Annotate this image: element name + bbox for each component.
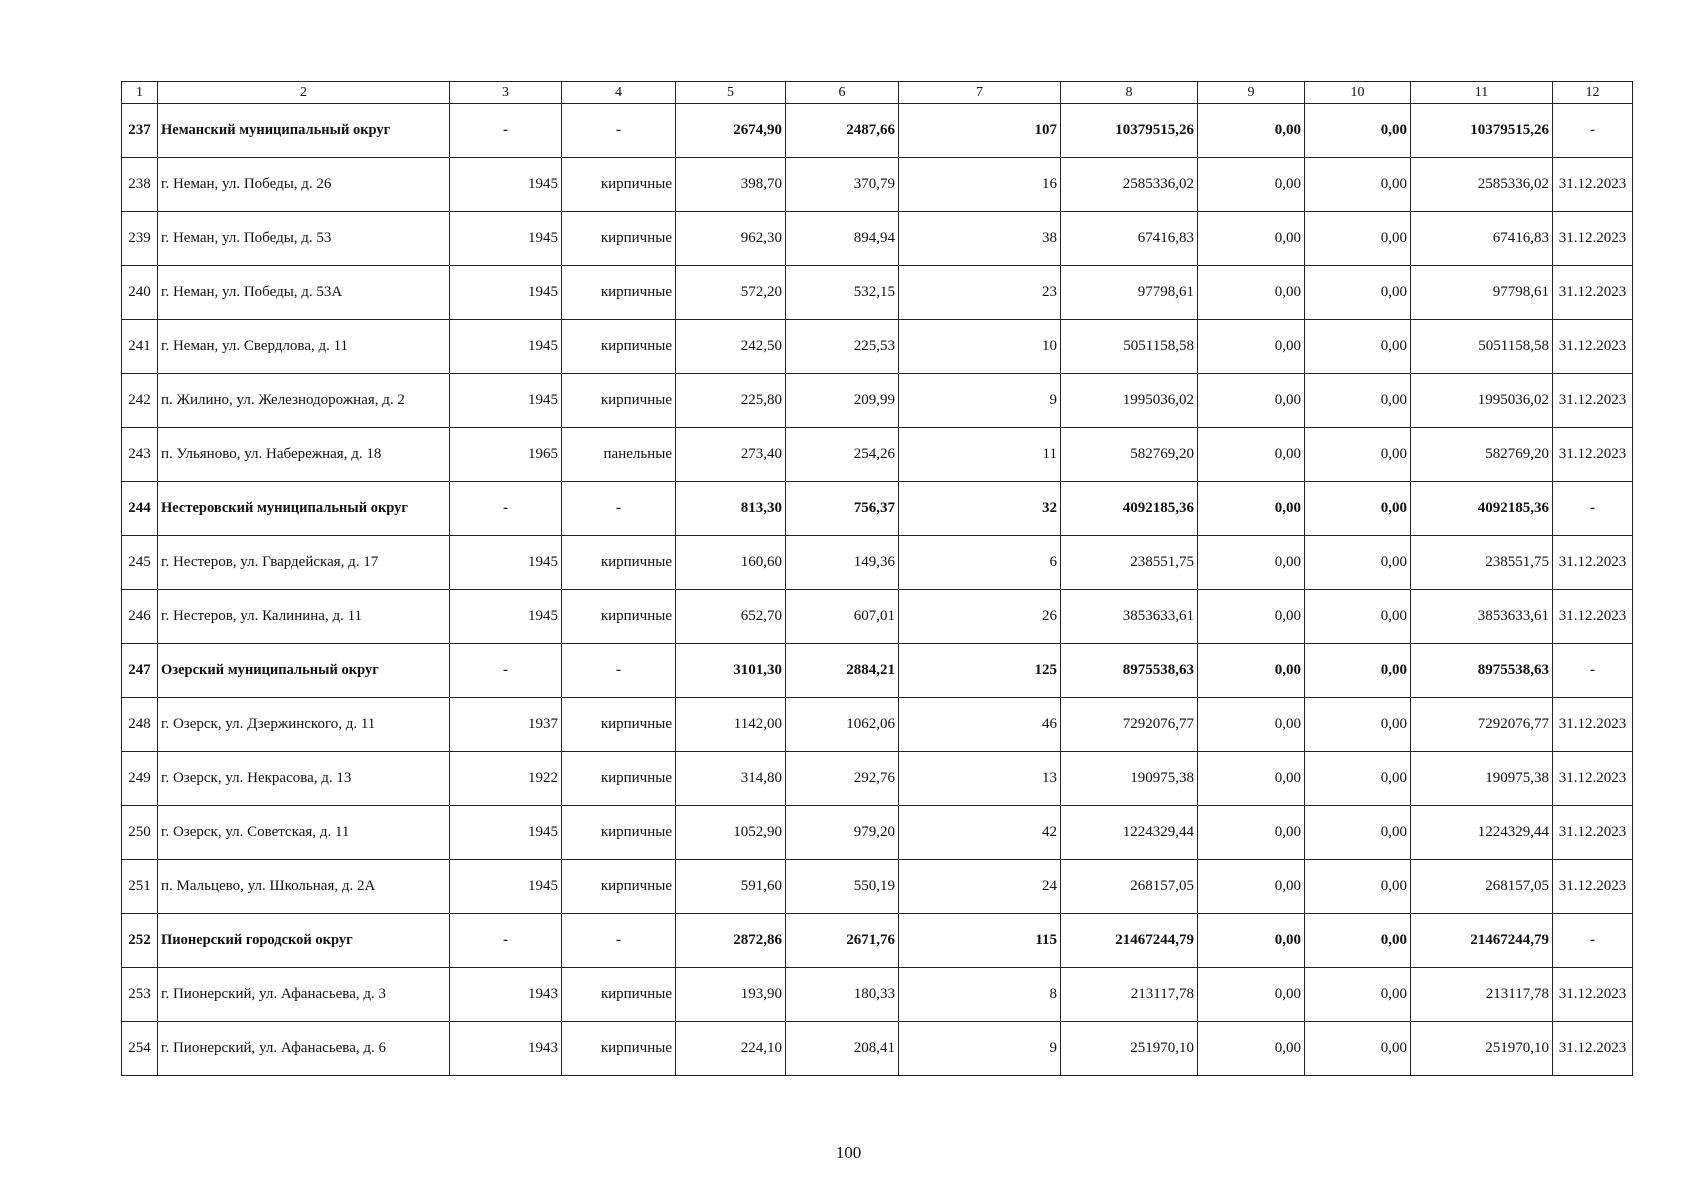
col-cost-local: 0,00 bbox=[1305, 266, 1411, 320]
col-cost-other: 67416,83 bbox=[1411, 212, 1553, 266]
col-cost-other: 97798,61 bbox=[1411, 266, 1553, 320]
col-cost-total: 2585336,02 bbox=[1061, 158, 1198, 212]
district-total-row bbox=[122, 104, 1633, 158]
col-address: Пионерский городской округ bbox=[158, 914, 450, 968]
col-cost-local: 0,00 bbox=[1305, 806, 1411, 860]
table-row bbox=[122, 428, 1633, 482]
col-area-living: 550,19 bbox=[786, 860, 899, 914]
col-number: 252 bbox=[122, 914, 158, 968]
col-area-total: 193,90 bbox=[676, 968, 786, 1022]
col-year: 1943 bbox=[450, 968, 562, 1022]
col-year: - bbox=[450, 482, 562, 536]
col-address: г. Нестеров, ул. Гвардейская, д. 17 bbox=[158, 536, 450, 590]
table-row bbox=[122, 752, 1633, 806]
col-residents: 115 bbox=[899, 914, 1061, 968]
col-cost-total: 5051158,58 bbox=[1061, 320, 1198, 374]
col-year: - bbox=[450, 914, 562, 968]
col-wall-material: - bbox=[562, 914, 676, 968]
col-area-total: 591,60 bbox=[676, 860, 786, 914]
col-cost-total: 251970,10 bbox=[1061, 1022, 1198, 1076]
col-deadline: 31.12.2023 bbox=[1553, 968, 1633, 1022]
col-residents: 11 bbox=[899, 428, 1061, 482]
col-year: - bbox=[450, 644, 562, 698]
col-residents: 26 bbox=[899, 590, 1061, 644]
col-wall-material: кирпичные bbox=[562, 212, 676, 266]
table-row bbox=[122, 590, 1633, 644]
col-address: г. Пионерский, ул. Афанасьева, д. 3 bbox=[158, 968, 450, 1022]
col-cost-fund: 0,00 bbox=[1198, 914, 1305, 968]
col-wall-material: кирпичные bbox=[562, 590, 676, 644]
col-residents: 13 bbox=[899, 752, 1061, 806]
col-wall-material: кирпичные bbox=[562, 536, 676, 590]
col-cost-total: 10379515,26 bbox=[1061, 104, 1198, 158]
col-area-total: 813,30 bbox=[676, 482, 786, 536]
col-area-living: 979,20 bbox=[786, 806, 899, 860]
col-area-living: 894,94 bbox=[786, 212, 899, 266]
col-year: 1922 bbox=[450, 752, 562, 806]
col-wall-material: кирпичные bbox=[562, 860, 676, 914]
col-year: 1945 bbox=[450, 536, 562, 590]
col-area-total: 314,80 bbox=[676, 752, 786, 806]
col-cost-other: 251970,10 bbox=[1411, 1022, 1553, 1076]
col-area-living: 756,37 bbox=[786, 482, 899, 536]
col-year: 1965 bbox=[450, 428, 562, 482]
col-number: 253 bbox=[122, 968, 158, 1022]
table-row bbox=[122, 374, 1633, 428]
col-cost-local: 0,00 bbox=[1305, 104, 1411, 158]
col-wall-material: кирпичные bbox=[562, 374, 676, 428]
col-cost-total: 3853633,61 bbox=[1061, 590, 1198, 644]
col-deadline: 31.12.2023 bbox=[1553, 374, 1633, 428]
col-residents: 107 bbox=[899, 104, 1061, 158]
col-address: г. Нестеров, ул. Калинина, д. 11 bbox=[158, 590, 450, 644]
col-number: 249 bbox=[122, 752, 158, 806]
col-cost-fund: 0,00 bbox=[1198, 860, 1305, 914]
col-cost-total: 190975,38 bbox=[1061, 752, 1198, 806]
col-area-living: 2671,76 bbox=[786, 914, 899, 968]
col-area-living: 2884,21 bbox=[786, 644, 899, 698]
col-cost-fund: 0,00 bbox=[1198, 104, 1305, 158]
col-address: Нестеровский муниципальный округ bbox=[158, 482, 450, 536]
col-cost-local: 0,00 bbox=[1305, 914, 1411, 968]
col-area-total: 273,40 bbox=[676, 428, 786, 482]
col-cost-other: 238551,75 bbox=[1411, 536, 1553, 590]
col-address: г. Неман, ул. Победы, д. 53 bbox=[158, 212, 450, 266]
col-cost-other: 582769,20 bbox=[1411, 428, 1553, 482]
col-deadline: 31.12.2023 bbox=[1553, 320, 1633, 374]
col-wall-material: кирпичные bbox=[562, 1022, 676, 1076]
col-cost-fund: 0,00 bbox=[1198, 158, 1305, 212]
col-cost-local: 0,00 bbox=[1305, 968, 1411, 1022]
col-year: 1945 bbox=[450, 590, 562, 644]
district-total-row bbox=[122, 644, 1633, 698]
table-row bbox=[122, 860, 1633, 914]
col-cost-local: 0,00 bbox=[1305, 482, 1411, 536]
col-area-total: 3101,30 bbox=[676, 644, 786, 698]
col-address: г. Озерск, ул. Некрасова, д. 13 bbox=[158, 752, 450, 806]
col-address: п. Ульяново, ул. Набережная, д. 18 bbox=[158, 428, 450, 482]
col-cost-local: 0,00 bbox=[1305, 752, 1411, 806]
col-year: 1945 bbox=[450, 266, 562, 320]
col-address: г. Неман, ул. Победы, д. 53А bbox=[158, 266, 450, 320]
col-residents: 32 bbox=[899, 482, 1061, 536]
col-cost-fund: 0,00 bbox=[1198, 590, 1305, 644]
col-cost-other: 5051158,58 bbox=[1411, 320, 1553, 374]
col-address: п. Жилино, ул. Железнодорожная, д. 2 bbox=[158, 374, 450, 428]
col-address: г. Озерск, ул. Советская, д. 11 bbox=[158, 806, 450, 860]
col-residents: 9 bbox=[899, 1022, 1061, 1076]
col-area-total: 2872,86 bbox=[676, 914, 786, 968]
col-area-living: 208,41 bbox=[786, 1022, 899, 1076]
col-deadline: 31.12.2023 bbox=[1553, 428, 1633, 482]
col-wall-material: кирпичные bbox=[562, 158, 676, 212]
col-residents: 42 bbox=[899, 806, 1061, 860]
col-cost-fund: 0,00 bbox=[1198, 536, 1305, 590]
col-cost-other: 268157,05 bbox=[1411, 860, 1553, 914]
col-residents: 10 bbox=[899, 320, 1061, 374]
col-number: 239 bbox=[122, 212, 158, 266]
col-area-total: 224,10 bbox=[676, 1022, 786, 1076]
table-header-row bbox=[122, 82, 1633, 104]
col-number: 251 bbox=[122, 860, 158, 914]
col-cost-total: 67416,83 bbox=[1061, 212, 1198, 266]
col-cost-fund: 0,00 bbox=[1198, 374, 1305, 428]
col-cost-total: 7292076,77 bbox=[1061, 698, 1198, 752]
col-year: - bbox=[450, 104, 562, 158]
col-area-living: 292,76 bbox=[786, 752, 899, 806]
col-cost-local: 0,00 bbox=[1305, 320, 1411, 374]
col-cost-fund: 0,00 bbox=[1198, 752, 1305, 806]
col-cost-local: 0,00 bbox=[1305, 212, 1411, 266]
col-number: 246 bbox=[122, 590, 158, 644]
col-area-total: 1052,90 bbox=[676, 806, 786, 860]
header-cell: 8 bbox=[1061, 82, 1198, 104]
header-cell: 11 bbox=[1411, 82, 1553, 104]
col-number: 238 bbox=[122, 158, 158, 212]
col-cost-local: 0,00 bbox=[1305, 158, 1411, 212]
col-cost-fund: 0,00 bbox=[1198, 1022, 1305, 1076]
col-wall-material: кирпичные bbox=[562, 320, 676, 374]
col-area-living: 532,15 bbox=[786, 266, 899, 320]
col-wall-material: кирпичные bbox=[562, 698, 676, 752]
col-deadline: 31.12.2023 bbox=[1553, 158, 1633, 212]
col-number: 248 bbox=[122, 698, 158, 752]
col-cost-other: 213117,78 bbox=[1411, 968, 1553, 1022]
col-residents: 9 bbox=[899, 374, 1061, 428]
header-cell: 12 bbox=[1553, 82, 1633, 104]
table-row bbox=[122, 536, 1633, 590]
col-cost-other: 4092185,36 bbox=[1411, 482, 1553, 536]
col-cost-local: 0,00 bbox=[1305, 590, 1411, 644]
col-deadline: - bbox=[1553, 482, 1633, 536]
col-cost-fund: 0,00 bbox=[1198, 644, 1305, 698]
header-cell: 1 bbox=[122, 82, 158, 104]
col-deadline: 31.12.2023 bbox=[1553, 1022, 1633, 1076]
col-area-living: 225,53 bbox=[786, 320, 899, 374]
col-area-total: 1142,00 bbox=[676, 698, 786, 752]
header-cell: 2 bbox=[158, 82, 450, 104]
col-residents: 24 bbox=[899, 860, 1061, 914]
col-cost-total: 21467244,79 bbox=[1061, 914, 1198, 968]
col-address: г. Неман, ул. Победы, д. 26 bbox=[158, 158, 450, 212]
table-row bbox=[122, 158, 1633, 212]
col-address: Озерский муниципальный округ bbox=[158, 644, 450, 698]
col-address: г. Озерск, ул. Дзержинского, д. 11 bbox=[158, 698, 450, 752]
housing-register-table bbox=[121, 81, 1633, 1076]
col-area-total: 225,80 bbox=[676, 374, 786, 428]
col-deadline: 31.12.2023 bbox=[1553, 266, 1633, 320]
col-residents: 16 bbox=[899, 158, 1061, 212]
col-residents: 6 bbox=[899, 536, 1061, 590]
col-area-total: 2674,90 bbox=[676, 104, 786, 158]
col-wall-material: - bbox=[562, 644, 676, 698]
district-total-row bbox=[122, 482, 1633, 536]
col-cost-other: 190975,38 bbox=[1411, 752, 1553, 806]
col-deadline: - bbox=[1553, 104, 1633, 158]
col-area-living: 607,01 bbox=[786, 590, 899, 644]
col-address: п. Мальцево, ул. Школьная, д. 2А bbox=[158, 860, 450, 914]
col-cost-other: 10379515,26 bbox=[1411, 104, 1553, 158]
table-row bbox=[122, 698, 1633, 752]
table-row bbox=[122, 1022, 1633, 1076]
col-number: 243 bbox=[122, 428, 158, 482]
col-year: 1943 bbox=[450, 1022, 562, 1076]
col-number: 244 bbox=[122, 482, 158, 536]
col-cost-local: 0,00 bbox=[1305, 374, 1411, 428]
header-cell: 4 bbox=[562, 82, 676, 104]
col-wall-material: кирпичные bbox=[562, 806, 676, 860]
table-row bbox=[122, 212, 1633, 266]
col-deadline: 31.12.2023 bbox=[1553, 212, 1633, 266]
col-area-living: 149,36 bbox=[786, 536, 899, 590]
col-address: г. Пионерский, ул. Афанасьева, д. 6 bbox=[158, 1022, 450, 1076]
district-total-row bbox=[122, 914, 1633, 968]
col-year: 1945 bbox=[450, 212, 562, 266]
col-area-living: 180,33 bbox=[786, 968, 899, 1022]
col-cost-other: 1224329,44 bbox=[1411, 806, 1553, 860]
col-cost-total: 268157,05 bbox=[1061, 860, 1198, 914]
col-cost-total: 4092185,36 bbox=[1061, 482, 1198, 536]
col-wall-material: кирпичные bbox=[562, 266, 676, 320]
col-deadline: - bbox=[1553, 644, 1633, 698]
col-cost-fund: 0,00 bbox=[1198, 806, 1305, 860]
col-wall-material: кирпичные bbox=[562, 968, 676, 1022]
col-cost-total: 582769,20 bbox=[1061, 428, 1198, 482]
col-cost-total: 97798,61 bbox=[1061, 266, 1198, 320]
header-cell: 5 bbox=[676, 82, 786, 104]
col-cost-total: 8975538,63 bbox=[1061, 644, 1198, 698]
col-wall-material: - bbox=[562, 104, 676, 158]
col-year: 1945 bbox=[450, 374, 562, 428]
col-year: 1945 bbox=[450, 806, 562, 860]
header-cell: 7 bbox=[899, 82, 1061, 104]
header-cell: 9 bbox=[1198, 82, 1305, 104]
col-cost-local: 0,00 bbox=[1305, 698, 1411, 752]
col-deadline: 31.12.2023 bbox=[1553, 698, 1633, 752]
col-number: 247 bbox=[122, 644, 158, 698]
col-wall-material: панельные bbox=[562, 428, 676, 482]
col-number: 241 bbox=[122, 320, 158, 374]
col-cost-fund: 0,00 bbox=[1198, 968, 1305, 1022]
col-area-living: 370,79 bbox=[786, 158, 899, 212]
col-residents: 23 bbox=[899, 266, 1061, 320]
col-cost-other: 1995036,02 bbox=[1411, 374, 1553, 428]
table-row bbox=[122, 320, 1633, 374]
col-number: 237 bbox=[122, 104, 158, 158]
col-cost-local: 0,00 bbox=[1305, 428, 1411, 482]
col-deadline: 31.12.2023 bbox=[1553, 806, 1633, 860]
col-deadline: 31.12.2023 bbox=[1553, 752, 1633, 806]
col-cost-other: 21467244,79 bbox=[1411, 914, 1553, 968]
col-cost-other: 8975538,63 bbox=[1411, 644, 1553, 698]
col-area-total: 160,60 bbox=[676, 536, 786, 590]
col-wall-material: кирпичные bbox=[562, 752, 676, 806]
col-cost-total: 1224329,44 bbox=[1061, 806, 1198, 860]
col-cost-other: 7292076,77 bbox=[1411, 698, 1553, 752]
col-number: 254 bbox=[122, 1022, 158, 1076]
col-area-total: 242,50 bbox=[676, 320, 786, 374]
col-residents: 46 bbox=[899, 698, 1061, 752]
col-area-living: 1062,06 bbox=[786, 698, 899, 752]
col-address: Неманский муниципальный округ bbox=[158, 104, 450, 158]
col-residents: 125 bbox=[899, 644, 1061, 698]
col-cost-local: 0,00 bbox=[1305, 644, 1411, 698]
header-cell: 6 bbox=[786, 82, 899, 104]
table-row bbox=[122, 806, 1633, 860]
col-year: 1945 bbox=[450, 158, 562, 212]
col-area-total: 398,70 bbox=[676, 158, 786, 212]
col-cost-fund: 0,00 bbox=[1198, 428, 1305, 482]
col-area-living: 254,26 bbox=[786, 428, 899, 482]
col-number: 245 bbox=[122, 536, 158, 590]
col-cost-other: 2585336,02 bbox=[1411, 158, 1553, 212]
col-cost-local: 0,00 bbox=[1305, 536, 1411, 590]
col-wall-material: - bbox=[562, 482, 676, 536]
col-year: 1937 bbox=[450, 698, 562, 752]
col-cost-total: 213117,78 bbox=[1061, 968, 1198, 1022]
col-area-total: 572,20 bbox=[676, 266, 786, 320]
table-body bbox=[122, 82, 1633, 1076]
col-cost-local: 0,00 bbox=[1305, 1022, 1411, 1076]
col-cost-fund: 0,00 bbox=[1198, 698, 1305, 752]
col-cost-fund: 0,00 bbox=[1198, 212, 1305, 266]
col-area-total: 652,70 bbox=[676, 590, 786, 644]
col-year: 1945 bbox=[450, 860, 562, 914]
col-number: 242 bbox=[122, 374, 158, 428]
col-number: 240 bbox=[122, 266, 158, 320]
header-cell: 3 bbox=[450, 82, 562, 104]
col-year: 1945 bbox=[450, 320, 562, 374]
col-cost-fund: 0,00 bbox=[1198, 320, 1305, 374]
col-cost-local: 0,00 bbox=[1305, 860, 1411, 914]
table-row bbox=[122, 968, 1633, 1022]
col-area-living: 2487,66 bbox=[786, 104, 899, 158]
col-cost-fund: 0,00 bbox=[1198, 266, 1305, 320]
col-address: г. Неман, ул. Свердлова, д. 11 bbox=[158, 320, 450, 374]
col-area-living: 209,99 bbox=[786, 374, 899, 428]
page-number: 100 bbox=[835, 1143, 862, 1162]
col-deadline: 31.12.2023 bbox=[1553, 590, 1633, 644]
col-deadline: 31.12.2023 bbox=[1553, 536, 1633, 590]
col-deadline: 31.12.2023 bbox=[1553, 860, 1633, 914]
col-residents: 8 bbox=[899, 968, 1061, 1022]
col-deadline: - bbox=[1553, 914, 1633, 968]
table-row bbox=[122, 266, 1633, 320]
col-cost-total: 238551,75 bbox=[1061, 536, 1198, 590]
col-residents: 38 bbox=[899, 212, 1061, 266]
col-cost-total: 1995036,02 bbox=[1061, 374, 1198, 428]
col-cost-fund: 0,00 bbox=[1198, 482, 1305, 536]
col-area-total: 962,30 bbox=[676, 212, 786, 266]
header-cell: 10 bbox=[1305, 82, 1411, 104]
col-cost-other: 3853633,61 bbox=[1411, 590, 1553, 644]
col-number: 250 bbox=[122, 806, 158, 860]
